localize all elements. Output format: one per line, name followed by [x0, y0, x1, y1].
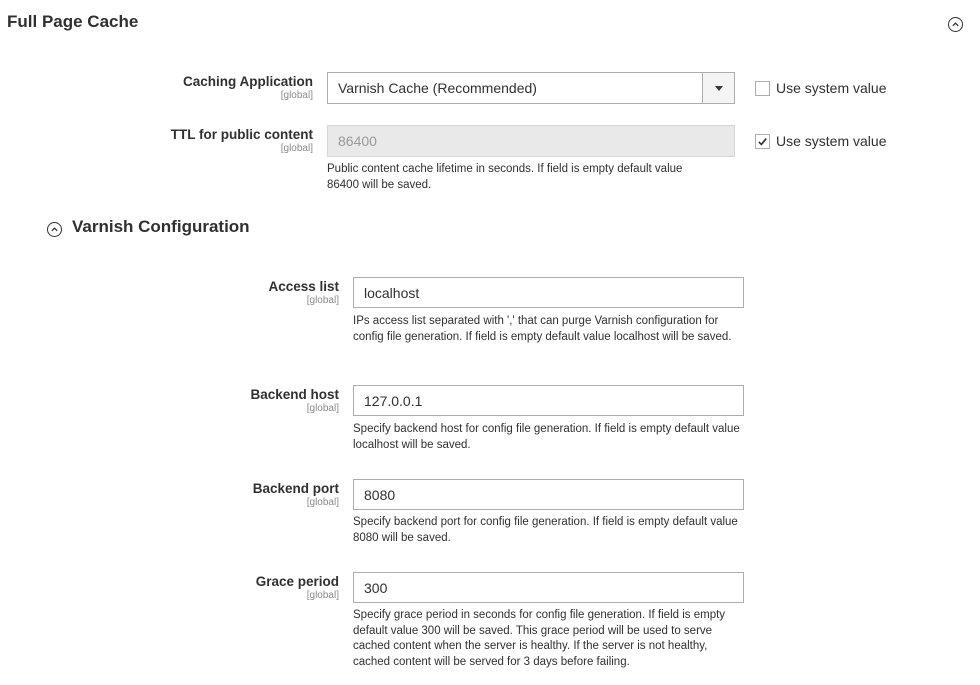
backend-port-input[interactable]: [353, 479, 744, 510]
scope-label: [global]: [306, 497, 339, 508]
caching-application-label: [100, 74, 313, 102]
field-label: Backend host: [250, 387, 339, 402]
chevron-up-circle-icon[interactable]: [948, 17, 963, 32]
grace-period-label: [140, 574, 339, 602]
grace-period-note: Specify grace period in seconds for config file generation. If field is empty default value 300 will be saved. This grace period will be used to serve cached content when the server is healthy. If the server is not healthy, cached content will be served for 3 days before failing.: [353, 609, 726, 668]
access-list-label: [140, 279, 339, 307]
ttl-use-system-value[interactable]: [755, 133, 886, 149]
ttl-input[interactable]: [327, 125, 735, 157]
backend-host-label: [140, 387, 339, 415]
select-value: Varnish Cache (Recommended): [338, 80, 537, 96]
backend-port-note: Specify backend port for config file generation. If field is empty default value 8080 will be saved.: [353, 516, 738, 544]
input-value: localhost: [364, 284, 420, 301]
scope-label: [global]: [306, 590, 339, 601]
checkbox-label: Use system value: [776, 133, 887, 149]
checkbox-label: Use system value: [776, 80, 887, 96]
ttl-label: [100, 127, 313, 155]
grace-period-input[interactable]: [353, 572, 744, 603]
caching-application-use-system-value[interactable]: [755, 80, 886, 96]
field-label: Access list: [268, 279, 339, 294]
access-list-note: IPs access list separated with ',' that can purge Varnish configuration for config file generation. If field is empty default value localhost will be saved.: [353, 315, 732, 343]
access-list-input[interactable]: [353, 277, 744, 308]
backend-host-input[interactable]: [353, 385, 744, 416]
field-label: Caching Application: [182, 74, 313, 89]
backend-port-label: [140, 481, 339, 509]
dropdown-arrow-icon[interactable]: [702, 73, 734, 103]
field-label: Backend port: [252, 481, 339, 496]
backend-host-note: Specify backend host for config file generation. If field is empty default value localhost will be saved.: [353, 423, 740, 451]
chevron-up-circle-icon[interactable]: [47, 222, 62, 237]
caching-application-select[interactable]: [327, 72, 735, 104]
section-title-varnish-configuration[interactable]: Varnish Configuration: [72, 217, 250, 236]
input-value: 86400: [338, 133, 377, 149]
scope-label: [global]: [280, 143, 313, 154]
use-system-value-checkbox[interactable]: [755, 134, 770, 149]
scope-label: [global]: [280, 90, 313, 101]
ttl-note: Public content cache lifetime in seconds. If field is empty default value 86400 will be saved.: [327, 163, 683, 191]
scope-label: [global]: [306, 403, 339, 414]
input-value: 8080: [364, 486, 396, 503]
input-value: 127.0.0.1: [364, 392, 423, 409]
scope-label: [global]: [306, 295, 339, 306]
checkmark-icon: [757, 136, 768, 147]
field-label: Grace period: [255, 574, 339, 589]
input-value: 300: [364, 579, 388, 596]
section-title-full-page-cache[interactable]: Full Page Cache: [7, 12, 139, 31]
field-label: TTL for public content: [170, 127, 313, 142]
use-system-value-checkbox[interactable]: [755, 81, 770, 96]
